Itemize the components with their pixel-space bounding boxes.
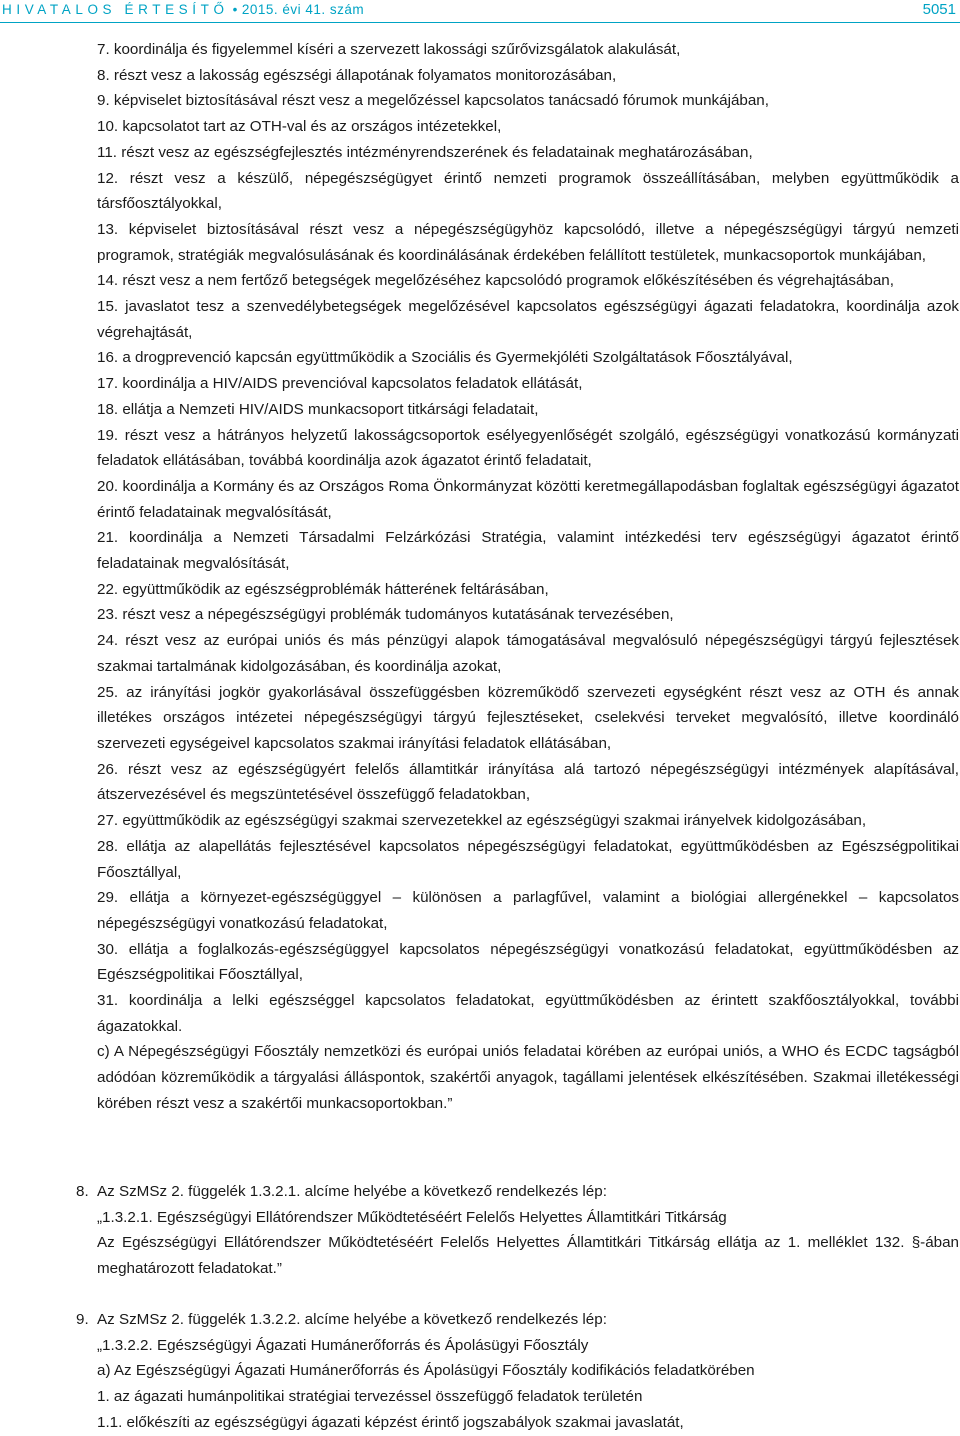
- section-text: a) Az Egészségügyi Ágazati Humánerőforrás és Ápolásügyi Főosztály kodifikációs feladatkörében: [97, 1362, 755, 1380]
- section-body: [97, 1307, 959, 1436]
- list-item: 11. részt vesz az egészségfejlesztés intézményrendszerének és feladatainak meghatározásában,: [97, 143, 753, 161]
- item-list: [97, 37, 959, 1117]
- list-item: 30. ellátja a foglalkozás-egészségüggyel kapcsolatos népegészségügyi vonatkozású feladatokat, együttműködésben az Egészségpolitikai Főosztállyal,: [97, 940, 959, 984]
- section-text: Az Egészségügyi Ellátórendszer Működtetéséért Felelős Helyettes Államtitkári Titkárság ellátja az 1. melléklet 132. §-ában meghatározott feladatokat.”: [97, 1234, 959, 1278]
- section-body: [97, 1179, 959, 1282]
- section-number: 9.: [76, 1311, 89, 1328]
- list-item: 15. javaslatot tesz a szenvedélybetegségek megelőzésével kapcsolatos egészségügyi ágazati feladatokra, koordinálja azok végrehajtását,: [97, 298, 959, 341]
- list-item: 25. az irányítási jogkör gyakorlásával összefüggésben közreműködő szervezeti egységként részt vesz az OTH és annak illetékes országos intézetei népegészségügyi tárgyú fejlesztéseket, cselekvési terveket megvalósító, illetve koordináló szervezeti egységeivel kapcsolatos szakmai irányítási feladatok ellátásában,: [97, 683, 959, 752]
- list-item: 7. koordinálja és figyelemmel kíséri a szervezett lakossági szűrővizsgálatok alakulását,: [97, 41, 681, 58]
- list-item: 22. együttműködik az egészségproblémák hátterének feltárásában,: [97, 580, 549, 598]
- list-item: 29. ellátja a környezet-egészségüggyel – különösen a parlagfűvel, valamint a biológiai allergénekkel – kapcsolatos népegészségügyi vonatkozású feladatokat,: [97, 889, 959, 932]
- list-item: 19. részt vesz a hátrányos helyzetű lakosságcsoportok esélyegyenlőségét szolgáló, egészségügyi vonatkozású kormányzati feladatok ellátásában, továbbá koordinálja azok ágazatot érintő feladatait,: [97, 426, 959, 470]
- header-separator: •: [232, 2, 238, 17]
- list-item: 8. részt vesz a lakosság egészségi állapotának folyamatos monitorozásában,: [97, 66, 617, 84]
- closing-paragraph: c) A Népegészségügyi Főosztály nemzetközi és európai uniós feladatai körében az európai uniós, a WHO és ECDC tagságból adódóan közreműködik a tárgyalási álláspontok, szakértői anyagok, tagállami jelentések elkészítésében. Szakmai illetékességi körében részt vesz a szakértői munkacsoportokban.”: [97, 1043, 959, 1112]
- list-item: 10. kapcsolatot tart az OTH-val és az országos intézetekkel,: [97, 118, 502, 136]
- publication-name: HIVATALOS ÉRTESÍTŐ: [2, 2, 229, 17]
- list-item: 13. képviselet biztosításával részt vesz a népegészségügyhöz kapcsolódó, illetve a népegészségügyi tárgyú nemzeti programok, stratégiák megvalósulásának és koordinálásának érdekében felállított testületek, munkacsoportok munkájában,: [97, 220, 959, 264]
- section-heading: „1.3.2.2. Egészségügyi Ágazati Humánerőforrás és Ápolásügyi Főosztály: [97, 1336, 589, 1354]
- section-intro: Az SzMSz 2. függelék 1.3.2.1. alcíme helyébe a következő rendelkezés lép:: [97, 1183, 607, 1200]
- list-item: 16. a drogprevenció kapcsán együttműködik a Szociális és Gyermekjóléti Szolgáltatások Főosztályával,: [97, 349, 793, 367]
- list-item: 26. részt vesz az egészségügyért felelős államtitkár irányítása alá tartozó népegészségügyi intézmények alapításával, átszervezésével és megszüntetésével összefüggő feladatokban,: [97, 760, 959, 804]
- list-item: 17. koordinálja a HIV/AIDS prevencióval kapcsolatos feladatok ellátását,: [97, 375, 583, 393]
- list-item: 12. részt vesz a készülő, népegészségügyet érintő nemzeti programok összeállításában, melyben együttműködik a társfőosztályokkal,: [97, 169, 959, 213]
- section-text: 1. az ágazati humánpolitikai stratégiai tervezéssel összefüggő feladatok területén: [97, 1388, 643, 1406]
- page-number: 5051: [922, 1, 956, 18]
- header-rule: [0, 22, 960, 23]
- section-intro: Az SzMSz 2. függelék 1.3.2.2. alcíme helyébe a következő rendelkezés lép:: [97, 1311, 607, 1328]
- list-item: 31. koordinálja a lelki egészséggel kapcsolatos feladatokat, együttműködésben az érintett szakfőosztályokkal, további ágazatokkal.: [97, 992, 959, 1035]
- section-heading: „1.3.2.1. Egészségügyi Ellátórendszer Működtetéséért Felelős Helyettes Államtitkári Titkárság: [97, 1208, 727, 1226]
- issue-label: 2015. évi 41. szám: [241, 2, 365, 17]
- list-item: 28. ellátja az alapellátás fejlesztésével kapcsolatos népegészségügyi feladatokat, együttműködésben az Egészségpolitikai Főosztállyal,: [97, 837, 959, 881]
- list-item: 21. koordinálja a Nemzeti Társadalmi Felzárkózási Stratégia, valamint intézkedési terv egészségügyi ágazatot érintő feladatainak megvalósítását,: [97, 529, 959, 573]
- list-item: 27. együttműködik az egészségügyi szakmai szervezetekkel az egészségügyi szakmai irányelvek kidolgozásában,: [97, 812, 867, 830]
- list-item: 14. részt vesz a nem fertőző betegségek megelőzéséhez kapcsolódó programok előkészítésében és végrehajtásában,: [97, 272, 894, 290]
- list-item: 18. ellátja a Nemzeti HIV/AIDS munkacsoport titkársági feladatait,: [97, 400, 539, 418]
- running-header: [2, 2, 364, 17]
- list-item: 20. koordinálja a Kormány és az Országos Roma Önkormányzat közötti keretmegállapodásban foglaltak egészségügyi ágazatot érintő feladatainak megvalósítását,: [97, 477, 959, 521]
- section-number: 8.: [76, 1183, 89, 1200]
- list-item: 23. részt vesz a népegészségügyi problémák tudományos kutatásának tervezésében,: [97, 606, 674, 624]
- list-item: 24. részt vesz az európai uniós és más pénzügyi alapok támogatásával megvalósuló népegészségügyi tárgyú fejlesztések szakmai tartalmának kidolgozásában, és koordinálja azokat,: [97, 632, 959, 675]
- list-item: 9. képviselet biztosításával részt vesz a megelőzéssel kapcsolatos tanácsadó fórumok munkájában,: [97, 92, 769, 110]
- page-header: [0, 0, 960, 22]
- section-text: 1.1. előkészíti az egészségügyi ágazati képzést érintő jogszabályok szakmai javaslatát,: [97, 1413, 684, 1431]
